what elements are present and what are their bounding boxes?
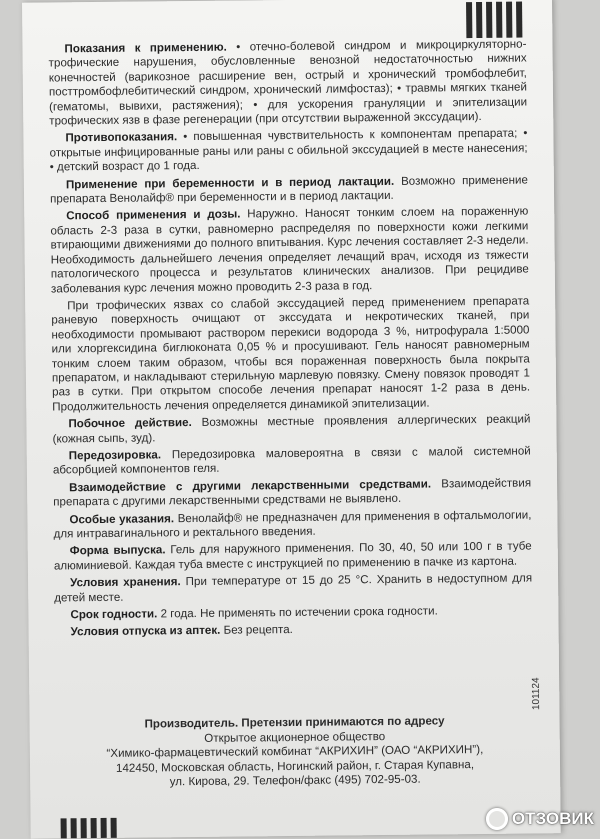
section-contraindications: Противопоказания. • повышенная чувствительность к компонентам препарата; • открытые инфицированные раны или раны с обильной экссудацией в месте нанесения; • детский возраст до 1 года. (49, 126, 528, 174)
section-overdose: Передозировка. Передозировка маловероятна в связи с малой системной абсорбцией компонентов геля. (52, 444, 531, 477)
section-special-notes: Особые указания. Венолайф® не предназначен для применения в офтальмологии, для интравагинального и ректального введения. (53, 508, 532, 541)
section-side-effects: Побочное действие. Возможны местные проявления аллергических реакций (кожная сыпь, зуд). (52, 412, 531, 446)
leaflet-text (48, 37, 532, 643)
section-form: Форма выпуска. Гель для наружного применения. По 30, 40, 50 или 100 г в тубе алюминиевой. Каждая туба вместе с инструкцией по применению в пачке из картона. (53, 539, 532, 573)
section-pregnancy: Применение при беременности и в период лактации. Возможно применение препарата Венолайф® при беременности и в период лактации. (50, 173, 528, 206)
section-dosage: Способ применения и дозы. Наружно. Наносят тонким слоем на пораженную область 2-3 раза в сутки, равномерно распределяя по поверхности кожи легкими втирающими движениями до полного впитывания. Курс лечения составляет 2-3 недели. Необходимость дальнейшего лечения определяет лечащий врач, исходя из тяжести патологического процесса и результатов клинических анализов. При рецидиве заболевания курс лечения можно проводить 2-3 раза в год. (50, 204, 529, 295)
footer-heading: Производитель. Претензии принимаются по адресу (144, 714, 445, 731)
paragraph-trophic-ulcers: При трофических язвах со слабой экссудацией перед применением препарата раневую поверхность очищают от экссудата и некротических тканей, при необходимости промывают раствором перекиси водорода 3 %, нитрофурала 1:5000 или хлоргексидина биглюконата 0,05 % и просушивают. Гель наносят равномерным тонким слоем таким образом, чтобы вся пораженная поверхность была покрыта препаратом, и накладывают стерильную марлевую повязку. Смену повязок проводят 1 раз в сутки. При открытом способе лечения препарат наносят 1-2 раза в день. Продолжительность лечения определяется динамикой эпителизации. (51, 294, 531, 414)
footer-line: 142450, Московская область, Ногинский район, г. Старая Купавна, (115, 757, 475, 775)
instruction-leaflet (22, 0, 561, 839)
watermark-text: ОТЗОВИК (511, 809, 594, 828)
footer-line: ул. Кирова, 29. Телефон/факс (495) 702-95-03. (169, 773, 421, 789)
watermark-logo (486, 808, 594, 830)
manufacturer-footer (56, 713, 535, 791)
barcode-bottom (61, 818, 117, 839)
barcode-top (466, 2, 522, 39)
section-interactions: Взаимодействие с другими лекарственными средствами. Взаимодействия препарата с другими лекарственными средствами не выявлено. (53, 476, 532, 509)
section-storage: Условия хранения. При температуре от 15 до 25 °С. Хранить в недоступном для детей месте. (54, 571, 533, 605)
footer-line: Открытое акционерное общество (204, 729, 386, 745)
document-code: 101124 (531, 677, 543, 711)
section-dispensing: Условия отпуска из аптек. Без рецепта. (70, 623, 293, 639)
watermark-ring-icon (486, 808, 508, 830)
section-shelf-life: Срок годности. 2 года. Не применять по истечении срока годности. (70, 604, 438, 622)
section-indications: Показания к применению. • отечно-болевой синдром и микроциркуляторно-трофические нарушения, обусловленные венозной недостаточностью нижних конечностей (варикозное расширение вен, острый и хронический тромбофлебит, посттромбофлебитический синдром, хронический лимфостаз); • травмы мягких тканей (гематомы, вывихи, растяжения); • для ускорения грануляции и эпителизации трофических язв в фазе регенерации (при отсутствии выраженной экссудации). (48, 37, 528, 128)
footer-line: “Химико-фармацевтический комбинат “АКРИХИН” (ОАО “АКРИХИН”), (106, 743, 484, 761)
